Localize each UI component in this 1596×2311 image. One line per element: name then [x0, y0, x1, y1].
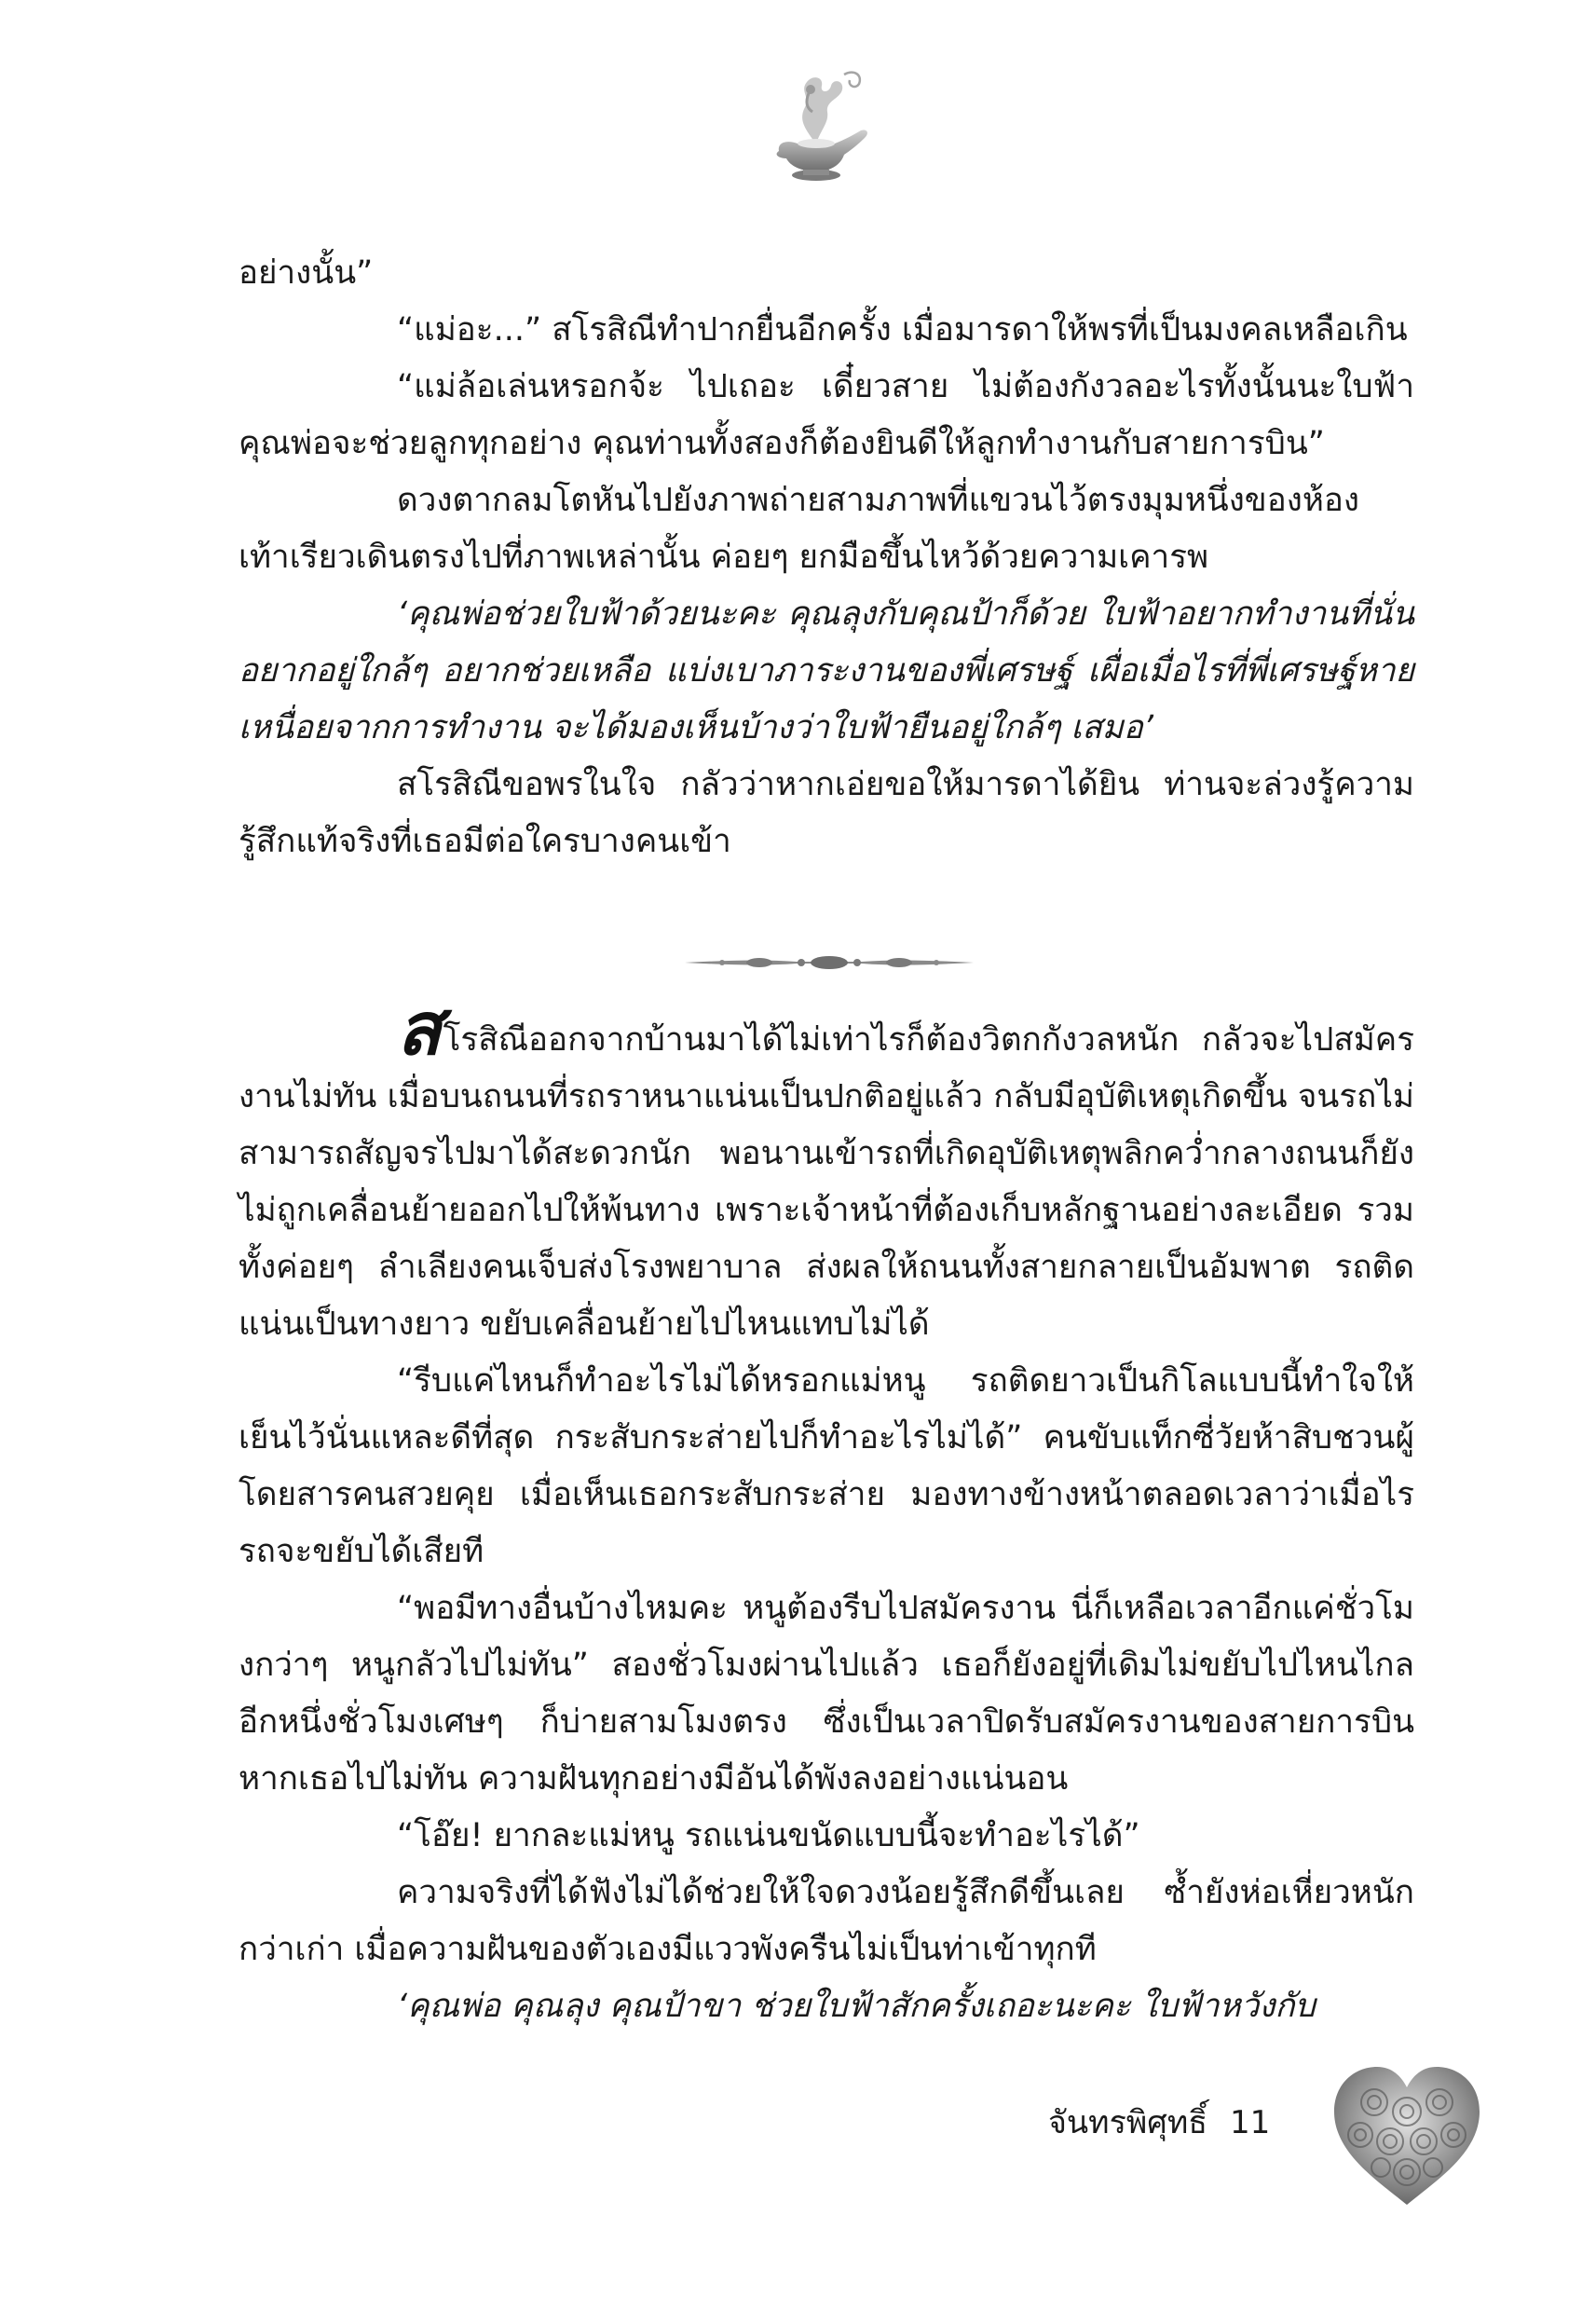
paragraph: อย่างนั้น”	[239, 254, 374, 292]
paragraph: “พอมีทางอื่นบ้างไหมคะ หนูต้องรีบไปสมัครงาน นี่ก็เหลือเวลาอีกแค่ชั่วโมงกว่าๆ หนูกลัวไปไม่ทัน” สองชั่วโมงผ่านไปแล้ว เธอก็ยังอยู่ที่เดิมไม่ขยับไปไหนไกล อีกหนึ่งชั่วโมงเศษๆ ก็บ่ายสามโมงตรง ซึ่งเป็นเวลาปิดรับสมัครงานของสายการบิน หากเธอไปไม่ทัน ความฝันทุกอย่างมีอันได้พังลงอย่างแน่นอน	[239, 1590, 1414, 1798]
ornamental-divider	[685, 949, 974, 977]
paragraph-italic-prayer: ‘คุณพ่อช่วยใบฟ้าด้วยนะคะ คุณลุงกับคุณป้าก็ด้วย ใบฟ้าอยากทำงานที่นั่น อยากอยู่ใกล้ๆ อยากช่วยเหลือ แบ่งเบาภาระงานของพี่เศรษฐ์ เผื่อเมื่อไรที่พี่เศรษฐ์หายเหนื่อยจากการทำงาน จะได้มองเห็นบ้างว่าใบฟ้ายืนอยู่ใกล้ๆ เสมอ’	[239, 595, 1414, 746]
paragraph: สโรสิณีขอพรในใจ กลัวว่าหากเอ่ยขอให้มารดาได้ยิน ท่านจะล่วงรู้ความรู้สึกแท้จริงที่เธอมีต่อใครบางคนเข้า	[239, 766, 1414, 860]
paragraph-with-drop-cap	[239, 987, 1414, 1353]
rose-heart-icon	[1323, 2056, 1491, 2214]
text-block-1	[239, 245, 1414, 870]
drop-cap: ส	[397, 987, 442, 1072]
page-footer	[1048, 2097, 1270, 2147]
paragraph-italic-prayer: ‘คุณพ่อ คุณลุง คุณป้าขา ช่วยใบฟ้าสักครั้งเถอะนะคะ ใบฟ้าหวังกับ	[397, 1988, 1316, 2025]
paragraph: ความจริงที่ได้ฟังไม่ได้ช่วยให้ใจดวงน้อยรู้สึกดีขึ้นเลย ซ้ำยังห่อเหี่ยวหนักกว่าเก่า เมื่อความฝันของตัวเองมีแววพังครืนไม่เป็นท่าเข้าทุกที	[239, 1874, 1414, 1968]
paragraph: “แม่ล้อเล่นหรอกจ้ะ ไปเถอะ เดี๋ยวสาย ไม่ต้องกังวลอะไรทั้งนั้นนะใบฟ้า คุณพ่อจะช่วยลูกทุกอย่าง คุณท่านทั้งสองก็ต้องยินดีให้ลูกทำงานกับสายการบิน”	[239, 368, 1414, 462]
text-block-2	[239, 987, 1414, 2035]
paragraph: “แม่อะ...” สโรสิณีทำปากยื่นอีกครั้ง เมื่อมารดาให้พรที่เป็นมงคลเหลือเกิน	[397, 311, 1408, 349]
paragraph-lead-text: โรสิณีออกจากบ้านมาได้ไม่เท่าไรก็ต้องวิตกกังวลหนัก กลัวจะไปสมัครงานไม่ทัน เมื่อบนถนนที่รถราหนาแน่นเป็นปกติอยู่แล้ว กลับมีอุบัติเหตุเกิดขึ้น จนรถไม่สามารถสัญจรไปมาได้สะดวกนัก พอนานเข้ารถที่เกิดอุบัติเหตุพลิกคว่ำกลางถนนก็ยังไม่ถูกเคลื่อนย้ายออกไปให้พ้นทาง เพราะเจ้าหน้าที่ต้องเก็บหลักฐานอย่างละเอียด รวมทั้งค่อยๆ ลำเลียงคนเจ็บส่งโรงพยาบาล ส่งผลให้ถนนทั้งสายกลายเป็นอัมพาต รถติดแน่นเป็นทางยาว ขยับเคลื่อนย้ายไปไหนแทบไม่ได้	[239, 1021, 1414, 1343]
paragraph: “โอ๊ย! ยากละแม่หนู รถแน่นขนัดแบบนี้จะทำอะไรได้”	[397, 1817, 1140, 1854]
book-title: จันทรพิศุทธิ์	[1048, 2104, 1207, 2141]
paragraph: ดวงตากลมโตหันไปยังภาพถ่ายสามภาพที่แขวนไว้ตรงมุมหนึ่งของห้อง เท้าเรียวเดินตรงไปที่ภาพเหล่านั้น ค่อยๆ ยกมือขึ้นไหว้ด้วยความเคารพ	[239, 482, 1359, 576]
genie-lamp-icon	[751, 65, 881, 186]
page-number: 11	[1230, 2104, 1271, 2141]
paragraph: “รีบแค่ไหนก็ทำอะไรไม่ได้หรอกแม่หนู รถติดยาวเป็นกิโลแบบนี้ทำใจให้เย็นไว้นั่นแหละดีที่สุด กระสับกระส่ายไปก็ทำอะไรไม่ได้” คนขับแท็กซี่วัยห้าสิบชวนผู้โดยสารคนสวยคุย เมื่อเห็นเธอกระสับกระส่าย มองทางข้างหน้าตลอดเวลาว่าเมื่อไรรถจะขยับได้เสียที	[239, 1362, 1414, 1570]
